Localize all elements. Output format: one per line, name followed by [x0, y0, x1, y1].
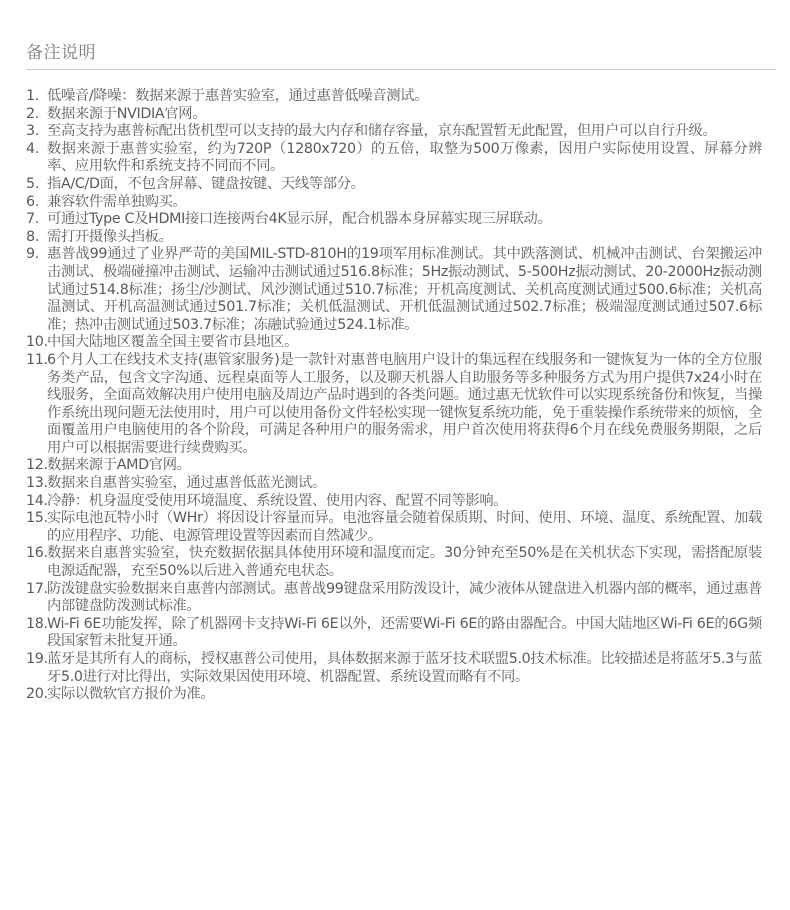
notes-list [26, 88, 762, 704]
note-text: 实际电池瓦特小时（WHr）将因设计容量而异。电池容量会随着保质期、时间、使用、环境、温度、系统配置、加载的应用程序、功能、电源管理设置等因素而自然减少。 [47, 510, 762, 544]
note-number: 17. [26, 580, 48, 597]
note-item [26, 246, 762, 334]
note-number: 1. [26, 88, 39, 104]
note-item [26, 545, 762, 580]
note-number: 7. [26, 211, 39, 228]
note-text: 实际以微软官方报价为准。 [47, 686, 215, 703]
note-text: 需打开摄像头挡板。 [47, 228, 173, 245]
note-number: 3. [26, 123, 39, 140]
note-number: 19. [26, 651, 48, 667]
note-text: 6个月人工在线技术支持(惠管家服务)是一款针对惠普电脑用户设计的集远程在线服务和一键恢复为一体的全方位服务类产品，包含文字沟通、远程桌面等人工服务，以及聊天机器人自助服务等多种服务方式为用户提供7x24小时在线服务，全面高效解决用户使用电脑及周边产品时遇到的各类问题。通过惠无忧软件可以实现系统备份和恢复，当操作系统出现问题无法使用时，用户可以使用备份文件轻松实现一键恢复系统功能，免于重装操作系统带来的烦恼，全面覆盖用户电脑使用的各个阶段，可满足各种用户的服务需求，用户首次使用将获得6个月在线免费服务期限，之后用户可以根据需要进行续费购买。 [47, 351, 762, 456]
note-number: 8. [26, 228, 39, 245]
note-number: 20. [26, 686, 48, 703]
note-text: Wi-Fi 6E功能发挥，除了机器网卡支持Wi-Fi 6E以外，还需要Wi-Fi 6E的路由器配合。中国大陆地区Wi-Fi 6E的6G频段国家暂未批复开通。 [47, 615, 762, 650]
note-text: 数据来自惠普实验室，快充数据依据具体使用环境和温度而定。30分钟充至50%是在关机状态下实现，需搭配原装电源适配器，充至50%以后进入普通充电状态。 [47, 545, 762, 580]
note-item [26, 229, 762, 247]
note-number: 11. [26, 351, 48, 368]
note-item [26, 616, 762, 651]
note-item [26, 194, 762, 212]
note-item [26, 457, 762, 475]
note-number: 5. [26, 175, 39, 192]
note-item [26, 176, 762, 194]
title-divider [26, 69, 776, 70]
note-text: 数据来自惠普实验室，通过惠普低蓝光测试。 [47, 475, 326, 492]
note-item [26, 651, 762, 686]
note-item [26, 106, 762, 124]
note-number: 2. [26, 105, 39, 122]
note-text: 惠普战99通过了业界严苛的美国MIL-STD-810H的19项军用标准测试。其中跌落测试、机械冲击测试、台架搬运冲击测试、极端碰撞冲击测试、运输冲击测试通过516.8标准；5Hz振动测试、5-500Hz振动测试、20-2000Hz振动测试通过514.8标准；扬尘/沙测试、风沙测试通过510.7标准；开机高度测试、关机高度测试通过500.6标准；关机高温测试、开机高温测试通过501.7标准；关机低温测试、开机低温测试通过502.7标准；极端湿度测试通过507.6标准；热冲击测试通过503.7标准；冻融试验通过524.1标准。 [47, 246, 762, 333]
note-item [26, 88, 762, 106]
note-item [26, 211, 762, 229]
note-number: 4. [26, 140, 39, 157]
page-title: 备注说明 [26, 43, 96, 63]
note-number: 10. [26, 334, 48, 351]
note-text: 冷静：机身温度受使用环境温度、系统设置、使用内容、配置不同等影响。 [47, 492, 508, 509]
note-number: 18. [26, 615, 48, 632]
note-item [26, 123, 762, 141]
note-text: 数据来源于NVIDIA官网。 [47, 105, 207, 122]
note-item [26, 493, 762, 511]
note-item [26, 352, 762, 458]
note-item [26, 334, 762, 352]
note-number: 13. [26, 475, 48, 492]
note-text: 防泼键盘实验数据来自惠普内部测试。惠普战99键盘采用防泼设计，减少液体从键盘进入机器内部的概率，通过惠普内部键盘防泼测试标准。 [47, 580, 762, 615]
note-number: 15. [26, 510, 48, 527]
note-number: 14. [26, 492, 48, 509]
note-text: 至高支持为惠普标配出货机型可以支持的最大内存和储存容量，京东配置暂无此配置，但用户可以自行升级。 [47, 123, 717, 140]
note-text: 兼容软件需单独购买。 [47, 193, 187, 210]
note-number: 9. [26, 246, 39, 263]
note-text: 蓝牙是其所有人的商标，授权惠普公司使用，具体数据来源于蓝牙技术联盟5.0技术标准。比较描述是将蓝牙5.3与蓝牙5.0进行对比得出，实际效果因使用环境、机器配置、系统设置而略有不同。 [47, 651, 762, 685]
note-item [26, 510, 762, 545]
note-text: 低噪音/降噪：数据来源于惠普实验室，通过惠普低噪音测试。 [47, 88, 429, 104]
note-text: 指A/C/D面，不包含屏幕、键盘按键、天线等部分。 [47, 175, 365, 192]
note-text: 数据来源于AMD官网。 [47, 457, 191, 474]
note-number: 12. [26, 457, 48, 474]
note-item [26, 581, 762, 616]
note-number: 6. [26, 193, 39, 210]
note-number: 16. [26, 545, 48, 562]
note-item [26, 686, 762, 704]
note-text: 数据来源于惠普实验室，约为720P（1280x720）的五倍，取整为500万像素，因用户实际使用设置、屏幕分辨率、应用软件和系统支持不同而不同。 [47, 140, 762, 175]
note-item [26, 475, 762, 493]
note-item [26, 141, 762, 176]
note-text: 中国大陆地区覆盖全国主要省市县地区。 [47, 334, 299, 351]
note-text: 可通过Type C及HDMI接口连接两台4K显示屏，配合机器本身屏幕实现三屏联动。 [47, 211, 552, 228]
